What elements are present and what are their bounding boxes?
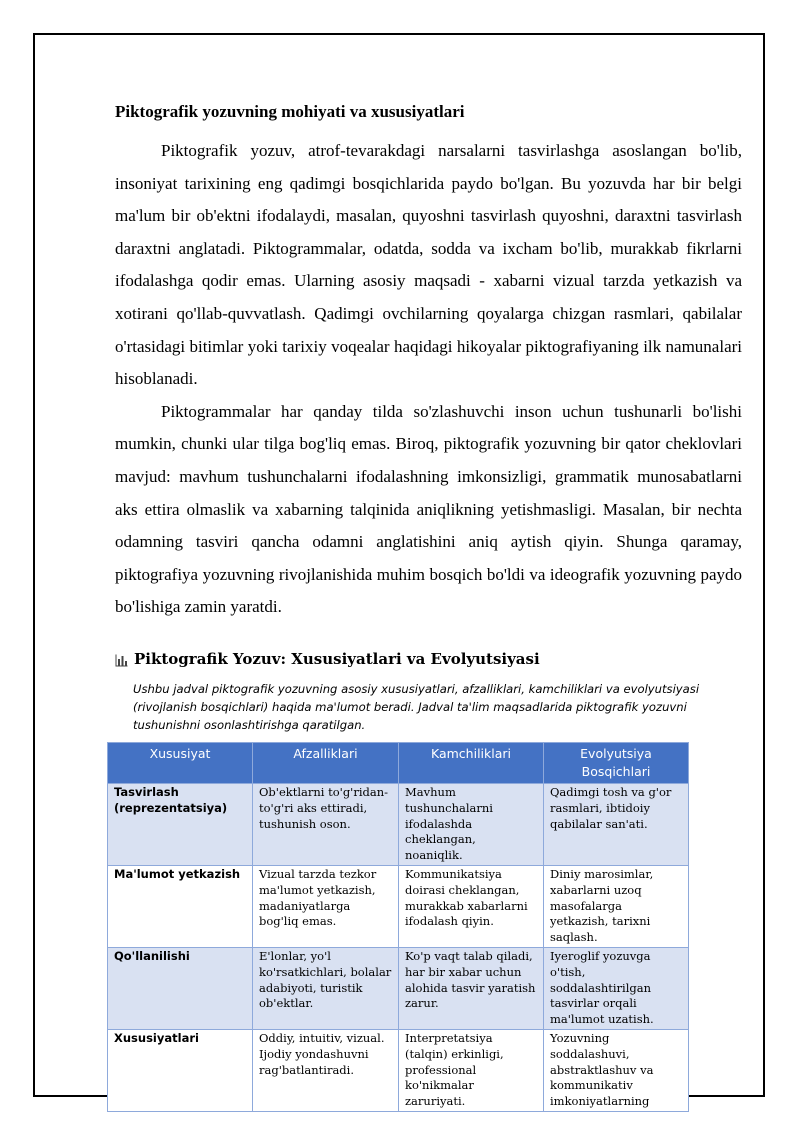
table-cell: Mavhum tushunchalarni ifodalashda cheklangan, noaniqlik. <box>399 784 544 866</box>
table-cell: Vizual tarzda tezkor ma'lumot yetkazish, madaniyatlarga bog'liq emas. <box>253 865 399 947</box>
table-cell: Iyeroglif yozuvga o'tish, soddalashtirilgan tasvirlar orqali ma'lumot uzatish. <box>544 947 689 1029</box>
table-cell: Qadimgi tosh va g'or rasmlari, ibtidoiy qabilalar san'ati. <box>544 784 689 866</box>
table-cell: Kommunikatsiya doirasi cheklangan, murakkab xabarlarni ifodalash qiyin. <box>399 865 544 947</box>
table-cell: E'lonlar, yo'l ko'rsatkichlari, bolalar adabiyoti, turistik ob'ektlar. <box>253 947 399 1029</box>
table-row <box>108 865 689 947</box>
header-cell: Evolyutsiya Bosqichlari <box>544 743 689 784</box>
row-label: Ma'lumot yetkazish <box>108 865 253 947</box>
table-cell: Ob'ektlarni to'g'ridan-to'g'ri aks ettiradi, tushunish oson. <box>253 784 399 866</box>
paragraph-2: Piktogrammalar har qanday tilda so'zlashuvchi inson uchun tushunarli bo'lishi mumkin, chunki ular tilga bog'liq emas. Biroq, piktografik yozuvning bir qator cheklovlari mavjud: mavhum tushunchalarni ifodalashning imkonsizligi, grammatik munosabatlarni aks ettira olmaslik va xabarning talqinida aniqlikning yetishmasligi. Masalan, bir nechta odamning tasviri qancha odamni anglatishini aniq aytish qiyin. Shunga qaramay, piktografiya yozuvning rivojlanishida muhim bosqich bo'ldi va ideografik yozuvning paydo bo'lishiga zamin yaratdi. <box>115 401 742 617</box>
row-label: Qo'llanilishi <box>108 947 253 1029</box>
document-body <box>115 98 742 624</box>
section-heading: Piktografik yozuvning mohiyati va xususiyatlari <box>115 102 465 121</box>
table-header-row <box>108 743 689 784</box>
row-label: Xususiyatlari <box>108 1029 253 1111</box>
table-title-text: Piktografik Yozuv: Xususiyatlari va Evolyutsiyasi <box>134 650 540 668</box>
table-cell: Ko'p vaqt talab qiladi, har bir xabar uchun alohida tasvir yaratish zarur. <box>399 947 544 1029</box>
table-row <box>108 784 689 866</box>
paragraph-1: Piktografik yozuv, atrof-tevarakdagi narsalarni tasvirlashga asoslangan bo'lib, insoniyat tarixining eng qadimgi bosqichlarida paydo bo'lgan. Bu yozuvda har bir belgi ma'lum bir ob'ektni ifodalaydi, masalan, quyoshni tasvirlash quyoshni, daraxtni tasvirlash daraxtni anglatadi. Piktogrammalar, odatda, sodda va ixcham bo'lib, murakkab fikrlarni ifodalashga qodir emas. Ularning asosiy maqsadi - xabarni vizual tarzda yetkazish va xotirani qo'llab-quvvatlash. Qadimgi ovchilarning qoyalarga chizgan rasmlari, qabilalar o'rtasidagi bitimlar yoki tarixiy voqealar haqidagi hikoyalar piktografiyaning ilk namunalari hisoblanadi. <box>115 141 742 389</box>
features-table <box>107 742 689 1112</box>
table-row <box>108 1029 689 1111</box>
header-cell: Afzalliklari <box>253 743 399 784</box>
table-cell: Diniy marosimlar, xabarlarni uzoq masofalarga yetkazish, tarixni saqlash. <box>544 865 689 947</box>
table-caption: Ushbu jadval piktografik yozuvning asosiy xususiyatlari, afzalliklari, kamchiliklari va evolyutsiyasi (rivojlanish bosqichlari) haqida ma'lumot beradi. Jadval ta'lim maqsadlarida piktografik yozuvni tushunishni osonlashtirishga qaratilgan. <box>133 682 700 732</box>
table-cell: Yozuvning soddalashuvi, abstraktlashuv va kommunikativ imkoniyatlarning <box>544 1029 689 1111</box>
row-label: Tasvirlash (reprezentatsiya) <box>108 784 253 866</box>
table-row <box>108 947 689 1029</box>
table-cell: Oddiy, intuitiv, vizual. Ijodiy yondashuvni rag'batlantiradi. <box>253 1029 399 1111</box>
table-cell: Interpretatsiya (talqin) erkinligi, professional ko'nikmalar zaruriyati. <box>399 1029 544 1111</box>
header-cell: Kamchiliklari <box>399 743 544 784</box>
bar-chart-icon <box>115 653 128 666</box>
table-title <box>115 650 540 668</box>
header-cell: Xususiyat <box>108 743 253 784</box>
